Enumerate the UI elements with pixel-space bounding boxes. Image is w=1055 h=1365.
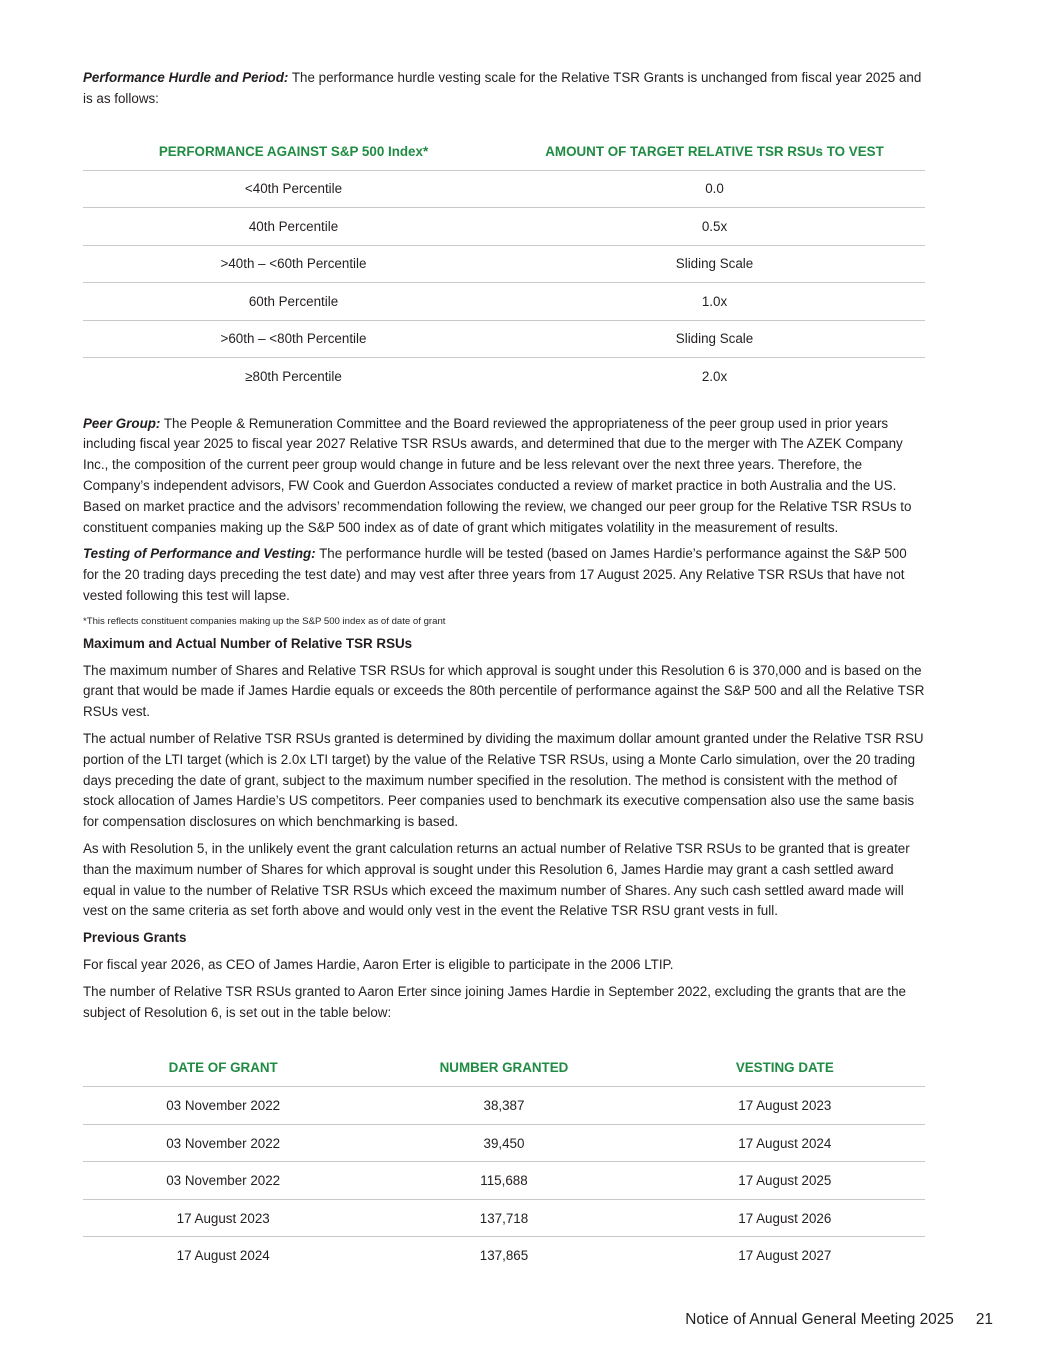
peer-group-text: The People & Remuneration Committee and the Board reviewed the appropriateness of the peer group used in prior years including fiscal year 2025 to fiscal year 2027 Relative TSR RSUs awards, and determined that due to the merger with The AZEK Company Inc., the composition of the current peer group would change in future and be less relevant over the next three years. Therefore, the Company’s independent advisors, FW Cook and Guerdon Associates conducted a review of market practice in both Australia and the US. Based on market practice and the advisors’ recommendation following the review, we changed our peer group for the Relative TSR RSUs to constituent companies making up the S&P 500 index as of date of grant which mitigates volatility in the measurement of results. [83,415,912,535]
table-cell: 0.0 [504,170,925,208]
table-row [83,358,925,395]
table-cell: 2.0x [504,358,925,395]
page-number: 21 [975,1311,993,1328]
table-cell: Sliding Scale [504,245,925,283]
testing-text: The performance hurdle will be tested (based on James Hardie’s performance against the S&P 500 for the 20 trading days preceding the test date) and may vest after three years from 17 August 2025. Any Relative TSR RSUs that have not vested following this test will lapse. [83,546,907,603]
table-cell: Sliding Scale [504,320,925,358]
table-cell: 17 August 2025 [645,1162,925,1200]
table-row [83,1162,925,1200]
footer-title: Notice of Annual General Meeting 2025 [685,1311,954,1328]
table-cell: ≥80th Percentile [83,358,504,395]
testing-paragraph [83,544,925,606]
table-cell: >60th – <80th Percentile [83,320,504,358]
table-row [83,208,925,246]
hurdle-lead: Performance Hurdle and Period: [83,70,289,85]
hurdle-text: The performance hurdle vesting scale for the Relative TSR Grants is unchanged from fiscal year 2025 and is as follows: [83,70,922,106]
testing-lead: Testing of Performance and Vesting: [83,546,316,562]
table-cell: 17 August 2024 [645,1124,925,1162]
hurdle-col-amount: AMOUNT OF TARGET RELATIVE TSR RSUs TO VEST [545,143,884,159]
table-row [83,245,925,283]
grants-table-header [83,1049,925,1087]
hurdle-col-performance: PERFORMANCE AGAINST S&P 500 Index* [158,143,429,159]
max-actual-heading: Maximum and Actual Number of Relative TSR RSUs [83,635,413,651]
table-cell: 1.0x [504,283,925,321]
grants-col-number: NUMBER GRANTED [439,1060,569,1076]
previous-grants-heading: Previous Grants [83,930,187,946]
peer-group-paragraph [83,414,925,539]
table-cell: >40th – <60th Percentile [83,245,504,283]
grants-table [83,1049,925,1274]
document-page [83,68,925,1274]
table-row [83,170,925,208]
hurdle-table-header [83,133,925,171]
table-cell: 38,387 [363,1087,644,1125]
table-row [83,283,925,321]
table-cell: 0.5x [504,208,925,246]
table-cell: 17 August 2026 [645,1199,925,1237]
footnote: *This reflects constituent companies making up the S&P 500 index as of date of grant [83,615,446,627]
grants-col-vesting: VESTING DATE [735,1060,834,1076]
table-row [83,1124,925,1162]
table-cell: 17 August 2027 [645,1237,925,1274]
table-row [83,1237,925,1274]
table-cell: 39,450 [363,1124,644,1162]
grants-col-date: DATE OF GRANT [168,1060,278,1076]
table-cell: 17 August 2023 [645,1087,925,1125]
previous-grants-paragraph-2: The number of Relative TSR RSUs granted to Aaron Erter since joining James Hardie in September 2022, excluding the grants that are the subject of Resolution 6, is set out in the table below: [83,983,906,1020]
table-row [83,1087,925,1125]
peer-group-lead: Peer Group: [83,415,161,431]
table-row [83,320,925,358]
table-cell: 03 November 2022 [83,1087,363,1125]
table-cell: 03 November 2022 [83,1124,363,1162]
table-cell: 03 November 2022 [83,1162,363,1200]
table-cell: 17 August 2023 [83,1199,363,1237]
table-cell: <40th Percentile [83,170,504,208]
max-actual-paragraph-3: As with Resolution 5, in the unlikely event the grant calculation returns an actual number of Relative TSR RSUs to be granted that is greater than the maximum number of Shares for which approval is sought under this Resolution 6, James Hardie may grant a cash settled award equal in value to the number of Relative TSR RSUs which exceed the maximum number of Shares. Any such cash settled award made will vest on the same criteria as set forth above and would only vest in the event the Relative TSR RSU grant vests in full. [83,840,910,919]
table-cell: 17 August 2024 [83,1237,363,1274]
table-cell: 40th Percentile [83,208,504,246]
page-footer [685,1311,993,1329]
table-row [83,1199,925,1237]
previous-grants-paragraph-1: For fiscal year 2026, as CEO of James Hardie, Aaron Erter is eligible to participate in the 2006 LTIP. [83,956,674,972]
table-cell: 137,718 [363,1199,644,1237]
max-actual-paragraph-2: The actual number of Relative TSR RSUs granted is determined by dividing the maximum dollar amount granted under the Relative TSR RSU portion of the LTI target (which is 2.0x LTI target) by the value of the Relative TSR RSUs, using a Monte Carlo simulation, over the 20 trading days preceding the date of grant, subject to the maximum number specified in the resolution. The method is consistent with the method of stock allocation of James Hardie’s US competitors. Peer companies used to benchmark its executive compensation also use the same basis for compensation disclosures on which benchmarking is based. [83,730,924,830]
hurdle-paragraph [83,68,925,110]
table-cell: 115,688 [363,1162,644,1200]
table-cell: 60th Percentile [83,283,504,321]
hurdle-table [83,133,925,395]
table-cell: 137,865 [363,1237,644,1274]
max-actual-paragraph-1: The maximum number of Shares and Relative TSR RSUs for which approval is sought under this Resolution 6 is 370,000 and is based on the grant that would be made if James Hardie equals or exceeds the 80th percentile of performance against the S&P 500 and all the Relative TSR RSUs vest. [83,662,925,720]
